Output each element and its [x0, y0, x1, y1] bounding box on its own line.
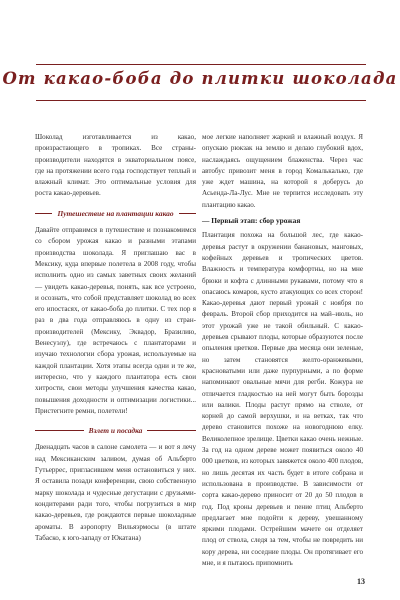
intro-paragraph: Шоколад изготавливается из какао, произрастающего в тропиках. Все страны-производители находятся в экваториальном поясе, где на протяжении всего года господствует теплый и влажный климат. Это оптимальные условия для роста какао-деревьев. [35, 133, 196, 198]
heading-rule-right [179, 213, 196, 214]
harvest-paragraph: Плантация похожа на большой лес, где какао-деревья растут в окружении банановых, манговых, кофейных деревьев и тропических цветов. Влажность и температура комфортны, но на мне брюки и кофта с длинными рукавами, потому что я опасаюсь комаров, кусто атакующих со всех сторон! Какао-деревья дают первый урожай с ноября по февраль. Второй сбор приходится на май–июль, но этот урожай уже не такой обильный. С какао-деревьев срывают плоды, которые образуются после опыления цветков. Первые два месяца они зеленые, но затем становятся желто-оранжевыми, красноватыми или даже пурпурными, а по форме напоминают овальные мячи для регби. Кожура не отличается гладкостью на ней могут быть борозды или валики. Плоды растут прямо на стволе, от корней до самой верхушки, и на ветках, так что дерево становится похоже на новогоднюю елку. Великолепное зрелище. Цветки какао очень нежные. За год на одном дереве может появиться около 40 000 цветков, из которых завяжется около 400 плодов, но лишь десятая их часть будет в итоге собрана и использована в производстве. В зависимости от сорта какао-дерево приносит от 20 до 50 плодов в год. Под кроны деревьев и пение птиц Альберто предлагает мне подойти к дереву, увешанному яркими плодами. Острейшим мачете он отделяет плод от ствола, следя за тем, чтобы не повредить ни кору дерева, ни соседние плоды. Он протягивает его мне, и я пытаюсь припомнить [202, 231, 363, 567]
page-title: От какао-боба до плитки шоколада [2, 69, 398, 88]
section-heading-flight [35, 425, 196, 436]
heading-rule-left [35, 213, 52, 214]
section-heading-journey-label: Путешествие на плантации какао [57, 208, 174, 218]
section-heading-harvest-label: — Первый этап: сбор урожая [202, 216, 301, 226]
heading-rule-right [147, 430, 196, 431]
right-column [202, 132, 363, 572]
page-number: 13 [357, 577, 365, 586]
section-heading-harvest [202, 215, 363, 226]
journey-paragraph: Давайте отправимся в путешествие и познакомимся со сбором урожая какао и разными этапами производства шоколада. Я приглашаю вас в Мексику, куда впервые полетела в 2008 году, чтобы исполнить одно из самых заветных своих желаний — увидеть какао-деревья, понять, как все устроено, и осознать, что собой представляет шоколад во всех его ипостасях, от какао-боба до плитки. С тех пор я раз в два года отправляюсь в одну из стран-производителей (Мексику, Эквадор, Бразилию, Венесуэлу), где встречаюсь с плантаторами и изучаю технологии сбора урожая, используемые на каждой плантации. Хотя этапы всегда одни и те же, интересно, что у каждого плантатора есть свои хитрости, свои методы улучшения качества какао, повышения доходности и оптимизации логистики... Пристегните ремни, полетели! [35, 226, 196, 415]
section-heading-flight-label: Взлет и посадка [88, 426, 143, 436]
flight-paragraph: Двенадцать часов в салоне самолета — и вот я лечу над Мексиканским заливом, думая об Альберто Гутьеррес, пригласившем меня остановиться у них. Я оставила позади конференции, свою собственную марку шоколада и чудесные дегустации с друзьями-кондитерами ради того, чтобы погрузиться в мир какао-деревьев, где рождаются первые шоколадные ароматы. В аэропорту Вильяэрмосы (в штате Табаско, к юго-западу от Юкатана) [35, 443, 196, 542]
heading-rule-left [35, 430, 84, 431]
continuation-paragraph: мое легкие наполняет жаркий и влажный воздух. Я опускаю рюкзак на землю и делаю глубокий вдох, наслаждаясь ощущением блаженства. Через час автобус привозит меня в город Комалькалько, где уже ждет машина, на которой я доберусь до Асьенда-Ла-Лус. Мне не терпится исследовать эту плантацию какао. [202, 133, 363, 209]
left-column [35, 132, 196, 547]
section-heading-journey [35, 208, 196, 219]
title-bottom-rule [36, 100, 366, 101]
title-top-rule [36, 64, 366, 65]
